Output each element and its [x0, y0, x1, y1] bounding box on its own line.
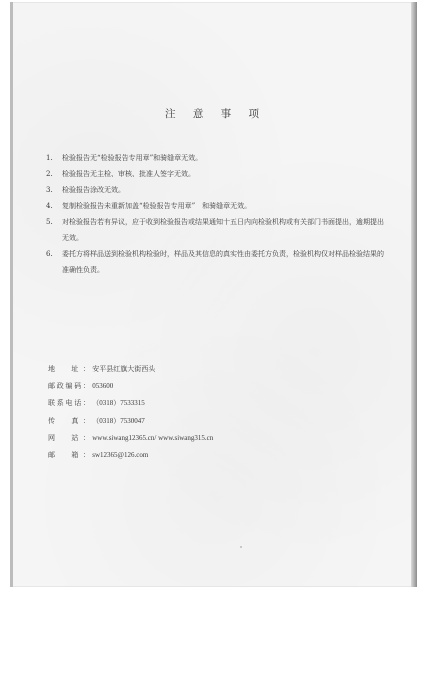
- note-item: [46, 150, 386, 166]
- note-number: 5.: [46, 218, 53, 226]
- postcode-label: 邮政编码：: [48, 382, 90, 391]
- note-item: [46, 182, 386, 198]
- address-value: 安平县红旗大街西头: [92, 365, 156, 373]
- note-text: 委托方将样品送到检验机构检验时，样品及其信息的真实性由委托方负责，检验机构仅对样品检验结果的准确性负责。: [62, 250, 384, 274]
- website-label: 网 站：: [48, 433, 90, 442]
- contact-info: [48, 361, 213, 464]
- address-row: [48, 361, 213, 378]
- note-text: 对检验报告若有异议，应于收到检验报告或结果通知十五日内向检验机构或有关部门书面提出，逾期提出无效。: [62, 218, 384, 242]
- scan-speck: [240, 546, 242, 548]
- website-row: [48, 430, 213, 447]
- note-item: [46, 166, 386, 182]
- fax-row: [48, 413, 213, 430]
- note-number: 2.: [46, 170, 53, 178]
- page-right-edge: [411, 2, 417, 587]
- postcode-value: 053600: [92, 382, 114, 391]
- note-item: [46, 246, 386, 278]
- fax-label: 传 真：: [48, 416, 90, 425]
- note-text: 检验报告无主检、审核、批准人签字无效。: [62, 170, 195, 178]
- note-item: [46, 214, 386, 246]
- email-row: [48, 447, 213, 464]
- note-text: 检验报告涂改无效。: [62, 186, 125, 194]
- website-value: www.siwang12365.cn/ www.siwang315.cn: [92, 433, 214, 442]
- phone-row: [48, 395, 213, 412]
- note-number: 4.: [46, 202, 53, 210]
- note-number: 6.: [46, 250, 53, 258]
- postcode-row: [48, 378, 213, 395]
- email-label: 邮 箱：: [48, 451, 90, 460]
- scanned-page: [10, 2, 416, 587]
- phone-value: （0318）7533315: [92, 399, 145, 408]
- email-value: sw12365@126.com: [92, 451, 149, 460]
- address-label: 地 址：: [48, 365, 90, 373]
- notes-list: [46, 150, 386, 278]
- note-number: 3.: [46, 186, 53, 194]
- page-left-edge: [10, 2, 13, 587]
- fax-value: （0318）7530047: [92, 416, 145, 425]
- phone-label: 联系电话：: [48, 399, 90, 408]
- page-title: 注 意 事 项: [164, 108, 266, 120]
- note-text: 检验报告无“检验报告专用章”和骑缝章无效。: [62, 154, 203, 162]
- note-number: 1.: [46, 154, 53, 162]
- note-item: [46, 198, 386, 214]
- note-text: 复制检验报告未重新加盖“检验报告专用章” 和骑缝章无效。: [62, 202, 252, 210]
